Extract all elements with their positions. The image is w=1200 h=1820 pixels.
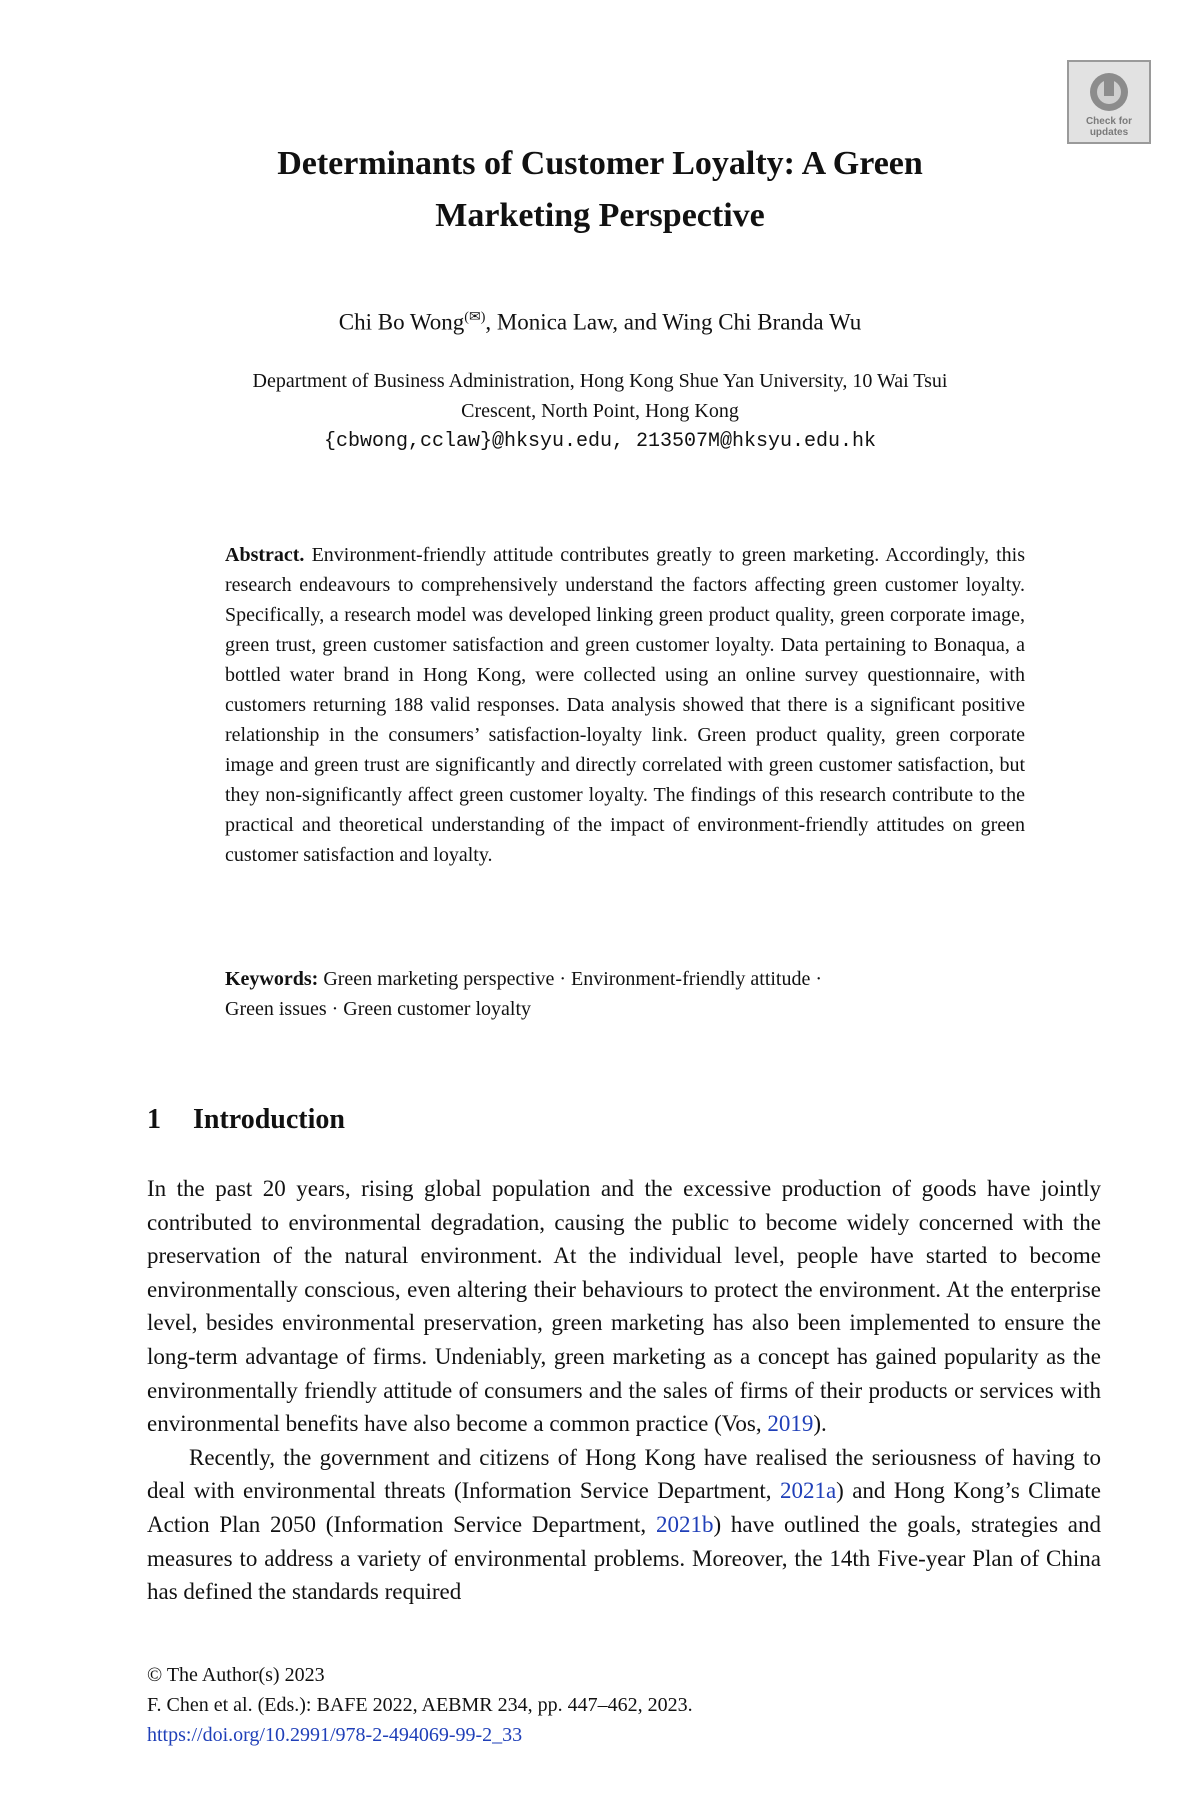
paragraph xyxy=(147,1441,1101,1609)
badge-line1: Check for xyxy=(1085,116,1133,127)
crossmark-icon xyxy=(1087,70,1131,114)
paragraph1-text: In the past 20 years, rising global population and the excessive production of goods have jointly contributed to environmental degradation, causing the public to become widely concerned with the preservation of the natural environment. At the individual level, people have started to become environmentally conscious, even altering their behaviours to protect the environment. At the enterprise level, besides environmental preservation, green marketing has also been implemented to ensure the long-term advantage of firms. Undeniably, green marketing as a concept has gained popularity as the environmentally friendly attitude of consumers and the sales of firms of their products or services with environmental benefits have also become a common practice (Vos, xyxy=(147,1176,1101,1437)
affiliation xyxy=(160,366,1040,426)
paragraph2-part3: ) have outlined the goals, strategies and measures to address a variety of environmental problems. Moreover, the 14th Five-year Plan of China has defined the standards required xyxy=(147,1511,1101,1605)
paragraph xyxy=(147,1172,1101,1441)
paragraph2-part1: Recently, the government and citizens of Hong Kong have realised the seriousness of having to deal with environmental threats (Information Service Department, xyxy=(147,1444,1101,1504)
keywords xyxy=(225,964,1025,1024)
author-name: Chi Bo Wong xyxy=(338,309,465,335)
doi-link[interactable]: https://doi.org/10.2991/978-2-494069-99-2_33 xyxy=(147,1724,523,1746)
title-line1: Determinants of Customer Loyalty: A Green xyxy=(277,145,923,182)
keywords-label: Keywords: xyxy=(225,968,319,990)
abstract-text: Environment-friendly attitude contributes greatly to green marketing. Accordingly, this research endeavours to comprehensively understand the factors affecting green customer loyalty. Specifically, a research model was developed linking green product quality, green corporate image, green trust, green customer satisfaction and green customer loyalty. Data pertaining to Bonaqua, a bottled water brand in Hong Kong, were collected using an online survey questionnaire, with customers returning 188 valid responses. Data analysis showed that there is a significant positive relationship in the consumers’ satisfaction-loyalty link. Green product quality, green corporate image and green trust are significantly and directly correlated with green customer satisfaction, but they non-significantly affect green customer loyalty. The findings of this research contribute to the practical and theoretical understanding of the impact of environment-friendly attitudes on green customer satisfaction and loyalty. xyxy=(225,544,1025,866)
section-number: 1 xyxy=(147,1104,161,1135)
corresponding-author-icon[interactable]: (✉) xyxy=(464,310,486,325)
title-line2: Marketing Perspective xyxy=(435,197,765,234)
affiliation-line2: Crescent, North Point, Hong Kong xyxy=(461,400,739,422)
body-text xyxy=(147,1172,1101,1609)
publication-citation: F. Chen et al. (Eds.): BAFE 2022, AEBMR 234, pp. 447–462, 2023. xyxy=(147,1694,693,1716)
copyright-notice: © The Author(s) 2023 xyxy=(147,1664,325,1686)
abstract xyxy=(225,540,1025,870)
badge-label xyxy=(1086,116,1132,138)
keywords-line1: Green marketing perspective · Environment-friendly attitude · xyxy=(323,968,823,990)
check-for-updates-badge[interactable] xyxy=(1067,60,1151,144)
paper-title xyxy=(100,138,1100,242)
citation-link[interactable]: 2019 xyxy=(767,1411,814,1437)
author-emails: {cbwong,cclaw}@hksyu.edu, 213507M@hksyu.edu.hk xyxy=(323,430,877,453)
affiliation-line1: Department of Business Administration, Hong Kong Shue Yan University, 10 Wai Tsui xyxy=(252,370,948,392)
footer xyxy=(147,1660,693,1750)
coauthor-names: , Monica Law, and Wing Chi Branda Wu xyxy=(485,309,862,335)
badge-line2: updates xyxy=(1089,127,1129,138)
citation-link[interactable]: 2021b xyxy=(655,1511,714,1537)
keywords-line2: Green issues · Green customer loyalty xyxy=(225,998,532,1020)
paragraph1-end: ). xyxy=(813,1411,827,1437)
section-heading xyxy=(147,1100,345,1140)
abstract-label: Abstract. xyxy=(225,544,305,566)
paragraph2-part2: ) and Hong Kong’s Climate Action Plan 2050 (Information Service Department, xyxy=(147,1478,1101,1537)
author-list xyxy=(100,303,1100,338)
citation-link[interactable]: 2021a xyxy=(779,1478,837,1504)
section-title: Introduction xyxy=(193,1104,345,1135)
